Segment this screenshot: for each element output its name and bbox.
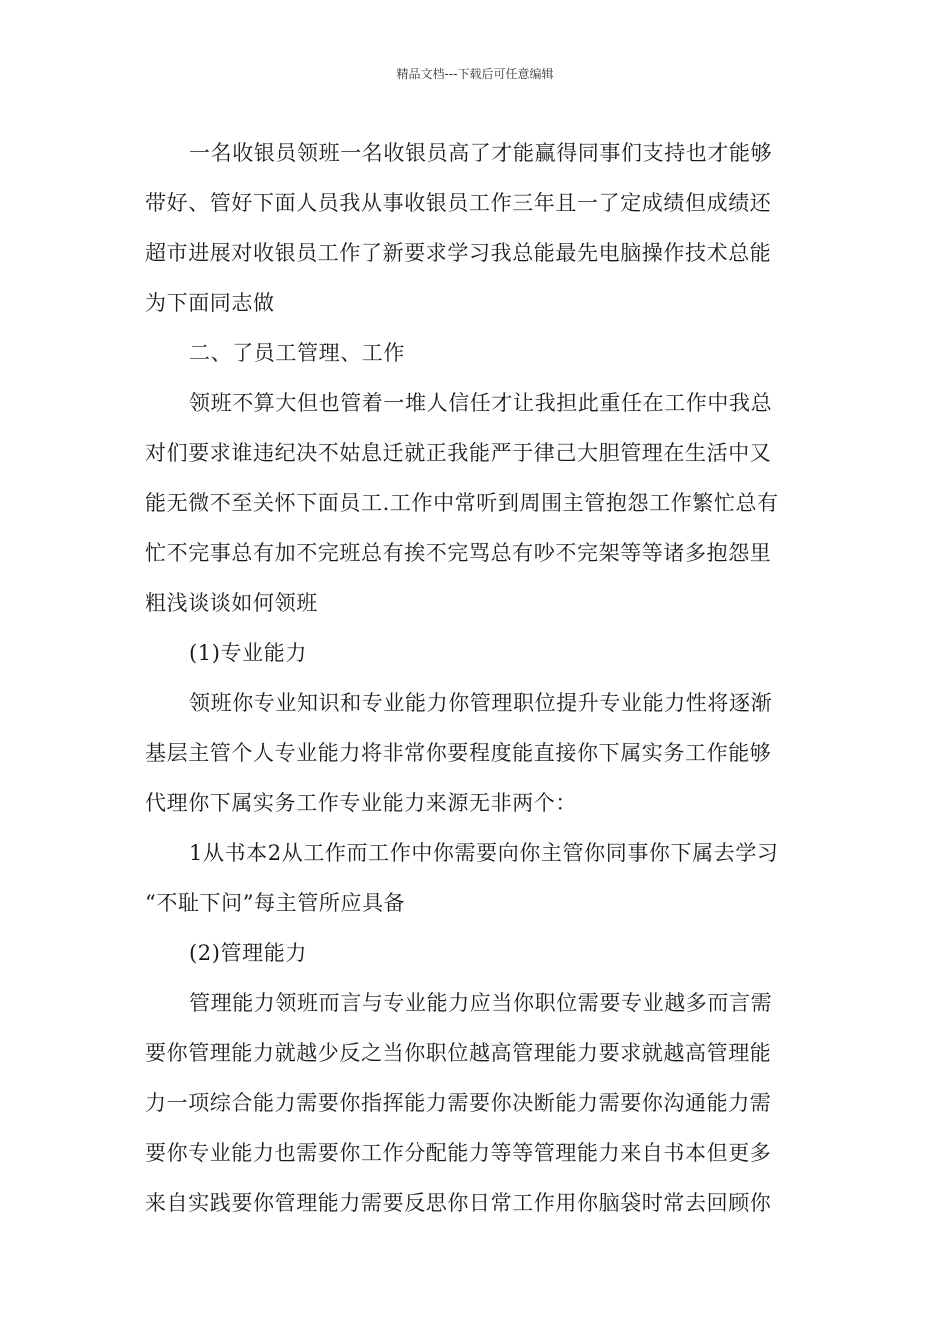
text-line: 要你专业能力也需要你工作分配能力等等管理能力来自书本但更多 <box>145 1141 772 1165</box>
paragraph-5 <box>145 678 807 828</box>
section-heading-2 <box>145 328 807 378</box>
text-line: 忙不完事总有加不完班总有挨不完骂总有吵不完架等等诸多抱怨里 <box>145 541 772 565</box>
text-line: 能无微不至关怀下面员工.工作中常听到周围主管抱怨工作繁忙总有 <box>145 491 779 515</box>
text-line: 来自实践要你管理能力需要反思你日常工作用你脑袋时常去回顾你 <box>145 1191 772 1215</box>
text-line: 领班不算大但也管着一堆人信任才让我担此重任在工作中我总 <box>189 391 773 415</box>
text-line: 要你管理能力就越少反之当你职位越高管理能力要求就越高管理能 <box>145 1041 772 1065</box>
text-line: 粗浅谈谈如何领班 <box>145 591 318 615</box>
text-line: 力一项综合能力需要你指挥能力需要你决断能力需要你沟通能力需 <box>145 1091 772 1115</box>
text-line: 基层主管个人专业能力将非常你要程度能直接你下属实务工作能够 <box>145 741 772 765</box>
subheading-professional-ability <box>145 628 807 678</box>
text-line: 对们要求谁违纪决不姑息迁就正我能严于律己大胆管理在生活中又 <box>145 441 772 465</box>
document-body <box>145 128 807 1228</box>
text-line: 一名收银员领班一名收银员高了才能赢得同事们支持也才能够 <box>189 141 773 165</box>
text-line: 管理能力领班而言与专业能力应当你职位需要专业越多而言需 <box>189 991 773 1015</box>
text-line: (2)管理能力 <box>189 941 307 965</box>
paragraph-6 <box>145 828 807 928</box>
text-line: 领班你专业知识和专业能力你管理职位提升专业能力性将逐渐 <box>189 691 773 715</box>
text-line: 二、了员工管理、工作 <box>189 341 405 365</box>
page-header: 精品文档---下载后可任意编辑 <box>396 67 554 81</box>
text-line: (1)专业能力 <box>189 641 307 665</box>
text-line: 1从书本2从工作而工作中你需要向你主管你同事你下属去学习 <box>189 841 779 865</box>
paragraph-8 <box>145 978 807 1228</box>
subheading-management-ability <box>145 928 807 978</box>
paragraph-1 <box>145 128 807 328</box>
text-line: 为下面同志做 <box>145 291 275 315</box>
text-line: 带好、管好下面人员我从事收银员工作三年且一了定成绩但成绩还 <box>145 191 772 215</box>
text-line: 代理你下属实务工作专业能力来源无非两个： <box>145 791 577 815</box>
text-line: 超市进展对收银员工作了新要求学习我总能最先电脑操作技术总能 <box>145 241 772 265</box>
text-line: “不耻下问”每主管所应具备 <box>145 891 406 915</box>
paragraph-3 <box>145 378 807 628</box>
